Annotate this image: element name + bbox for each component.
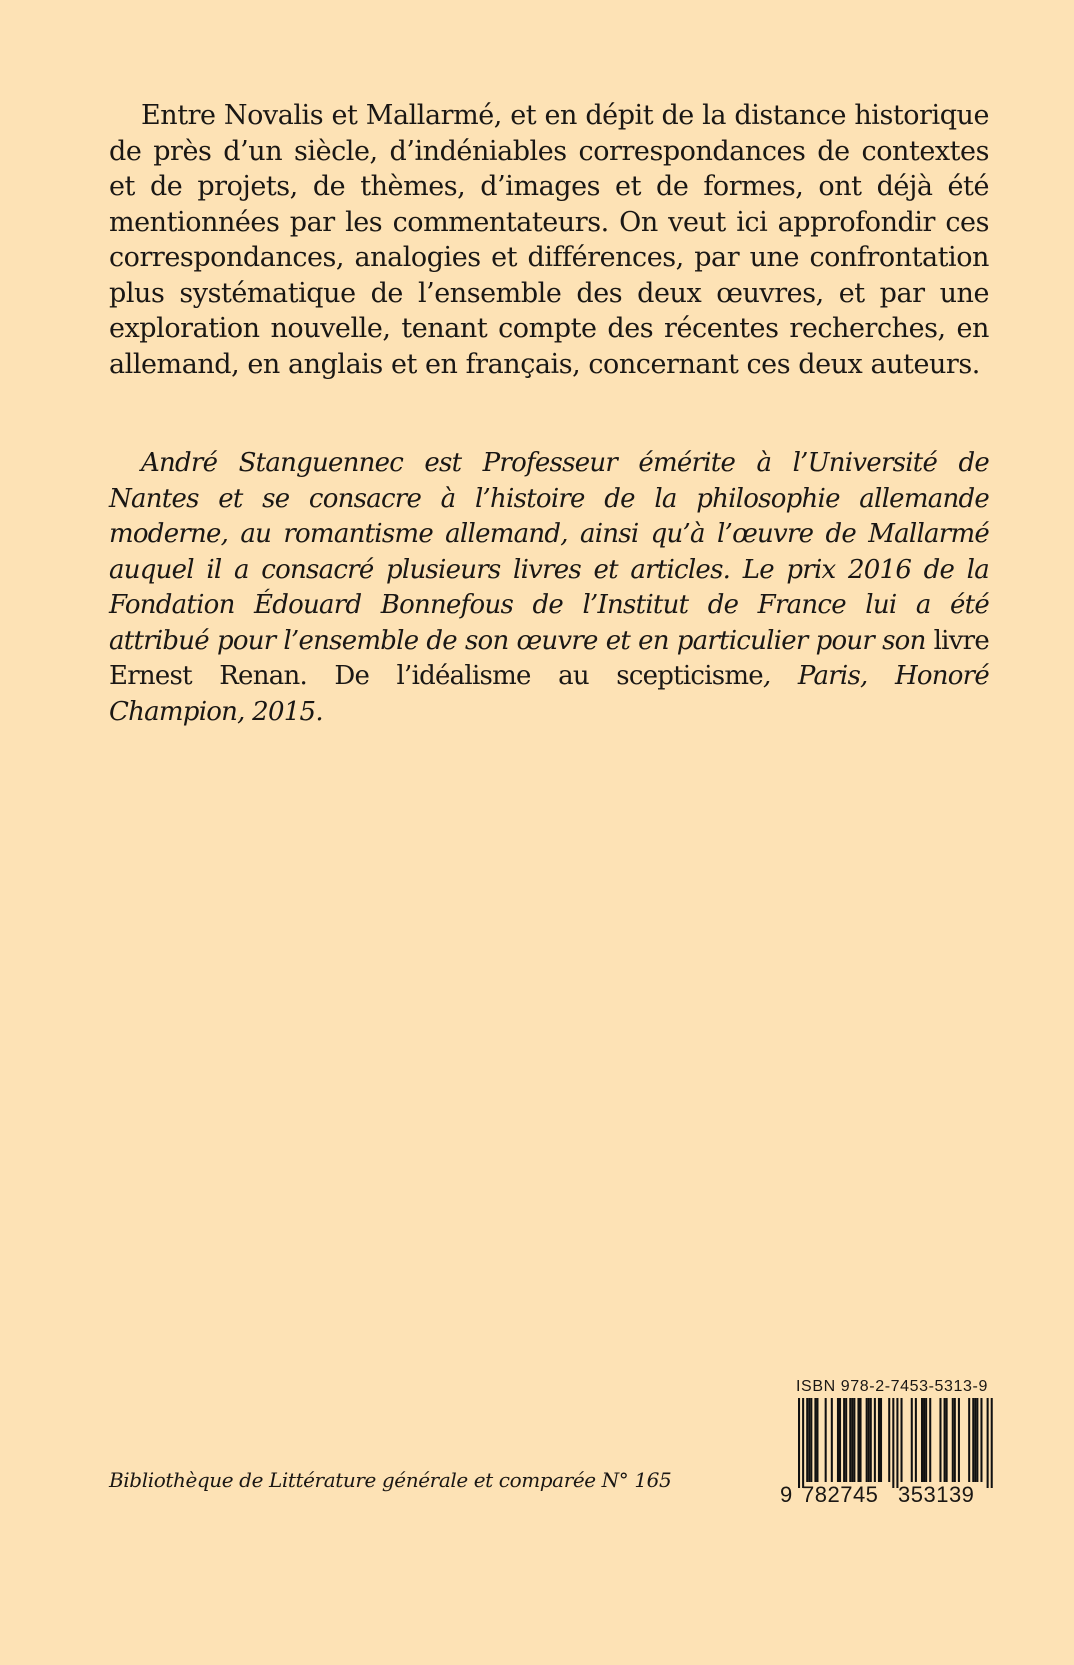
barcode-bar: [853, 1398, 855, 1482]
barcode-bar: [808, 1398, 810, 1482]
book-title: livre Ernest Renan. De l’idéalisme au scepticisme: [109, 625, 989, 691]
barcode-right-group: 353139: [898, 1482, 975, 1507]
barcode-bar: [851, 1398, 853, 1482]
barcode-image: [778, 1398, 998, 1488]
barcode-bar: [806, 1398, 808, 1482]
publisher-info: , Paris, Honoré Champion, 2015.: [109, 661, 989, 727]
barcode-bar: [976, 1398, 978, 1482]
barcode-bar: [939, 1398, 941, 1482]
barcode-bar: [868, 1398, 870, 1482]
series-line: Bibliothèque de Littérature générale et comparée N° 165: [109, 1468, 672, 1492]
barcode-bar: [958, 1398, 960, 1482]
barcode-bar: [915, 1398, 917, 1482]
barcode-left-group: 782745: [802, 1482, 879, 1507]
barcode-bar: [929, 1398, 931, 1482]
barcode-bar: [831, 1398, 833, 1482]
barcode-bar: [954, 1398, 956, 1482]
barcode-bar: [816, 1398, 818, 1482]
author-bio-text: André Stanguennec est Professeur émérite à l’Université de Nantes et se consacre à l’histoire de la philosophie allemande moderne, au romantisme allemand, ainsi qu’à l’œuvre de Mallarmé auquel il a consacré plusieurs livres et articles. Le prix 2016 de la Fondation Édouard Bonnefous de l’Institut de France lui a été attribué pour l’ensemble de son œuvre et en particulier pour son: [109, 448, 989, 656]
barcode-digits: [778, 1482, 998, 1508]
barcode-bar: [896, 1398, 898, 1488]
barcode-bar: [925, 1398, 927, 1482]
barcode-bar: [952, 1398, 954, 1482]
barcode-bar: [857, 1398, 859, 1482]
barcode-bar: [860, 1398, 862, 1482]
author-bio: [109, 446, 989, 730]
barcode-bar: [968, 1398, 970, 1482]
barcode-bar: [849, 1398, 851, 1482]
barcode-bar: [991, 1398, 993, 1488]
barcode-bar: [874, 1398, 876, 1482]
isbn-barcode-block: [778, 1378, 998, 1508]
isbn-label: ISBN 978-2-7453-5313-9: [796, 1378, 988, 1395]
barcode-bar: [888, 1398, 890, 1482]
barcode-bar: [901, 1398, 903, 1482]
barcode-bar: [845, 1398, 847, 1482]
barcode-first-digit: 9: [780, 1482, 793, 1507]
barcode-bar: [810, 1398, 812, 1482]
barcode-bar: [880, 1398, 882, 1482]
barcode-bar: [892, 1398, 894, 1488]
barcode-bar: [923, 1398, 925, 1482]
barcode-bar: [825, 1398, 827, 1482]
barcode-bar: [870, 1398, 872, 1482]
barcode-bar: [911, 1398, 913, 1482]
barcode-bar: [980, 1398, 982, 1482]
barcode-bar: [814, 1398, 816, 1482]
barcode-bar: [972, 1398, 974, 1482]
barcode-bar: [974, 1398, 976, 1482]
barcode-bar: [866, 1398, 868, 1482]
barcode-bar: [802, 1398, 804, 1488]
barcode-bar: [987, 1398, 989, 1488]
barcode-bar: [878, 1398, 880, 1482]
barcode-bar: [946, 1398, 948, 1482]
barcode-bar: [798, 1398, 800, 1488]
summary-paragraph: Entre Novalis et Mallarmé, et en dépit de la distance historique de près d’un siècle, d’indéniables correspondances de contextes et de projets, de thèmes, d’images et de formes, ont déjà été mentionnées par les commentateurs. On veut ici approfondir ces correspondances, analogies et différences, par une confrontation plus systématique de l’ensemble des deux œuvres, et par une exploration nouvelle, tenant compte des récentes recherches, en allemand, en anglais et en français, concernant ces deux auteurs.: [109, 100, 989, 380]
barcode-bar: [837, 1398, 839, 1482]
barcode-bar: [921, 1398, 923, 1482]
barcode-bar: [839, 1398, 841, 1482]
barcode-bar: [944, 1398, 946, 1482]
barcode-bar: [843, 1398, 845, 1482]
